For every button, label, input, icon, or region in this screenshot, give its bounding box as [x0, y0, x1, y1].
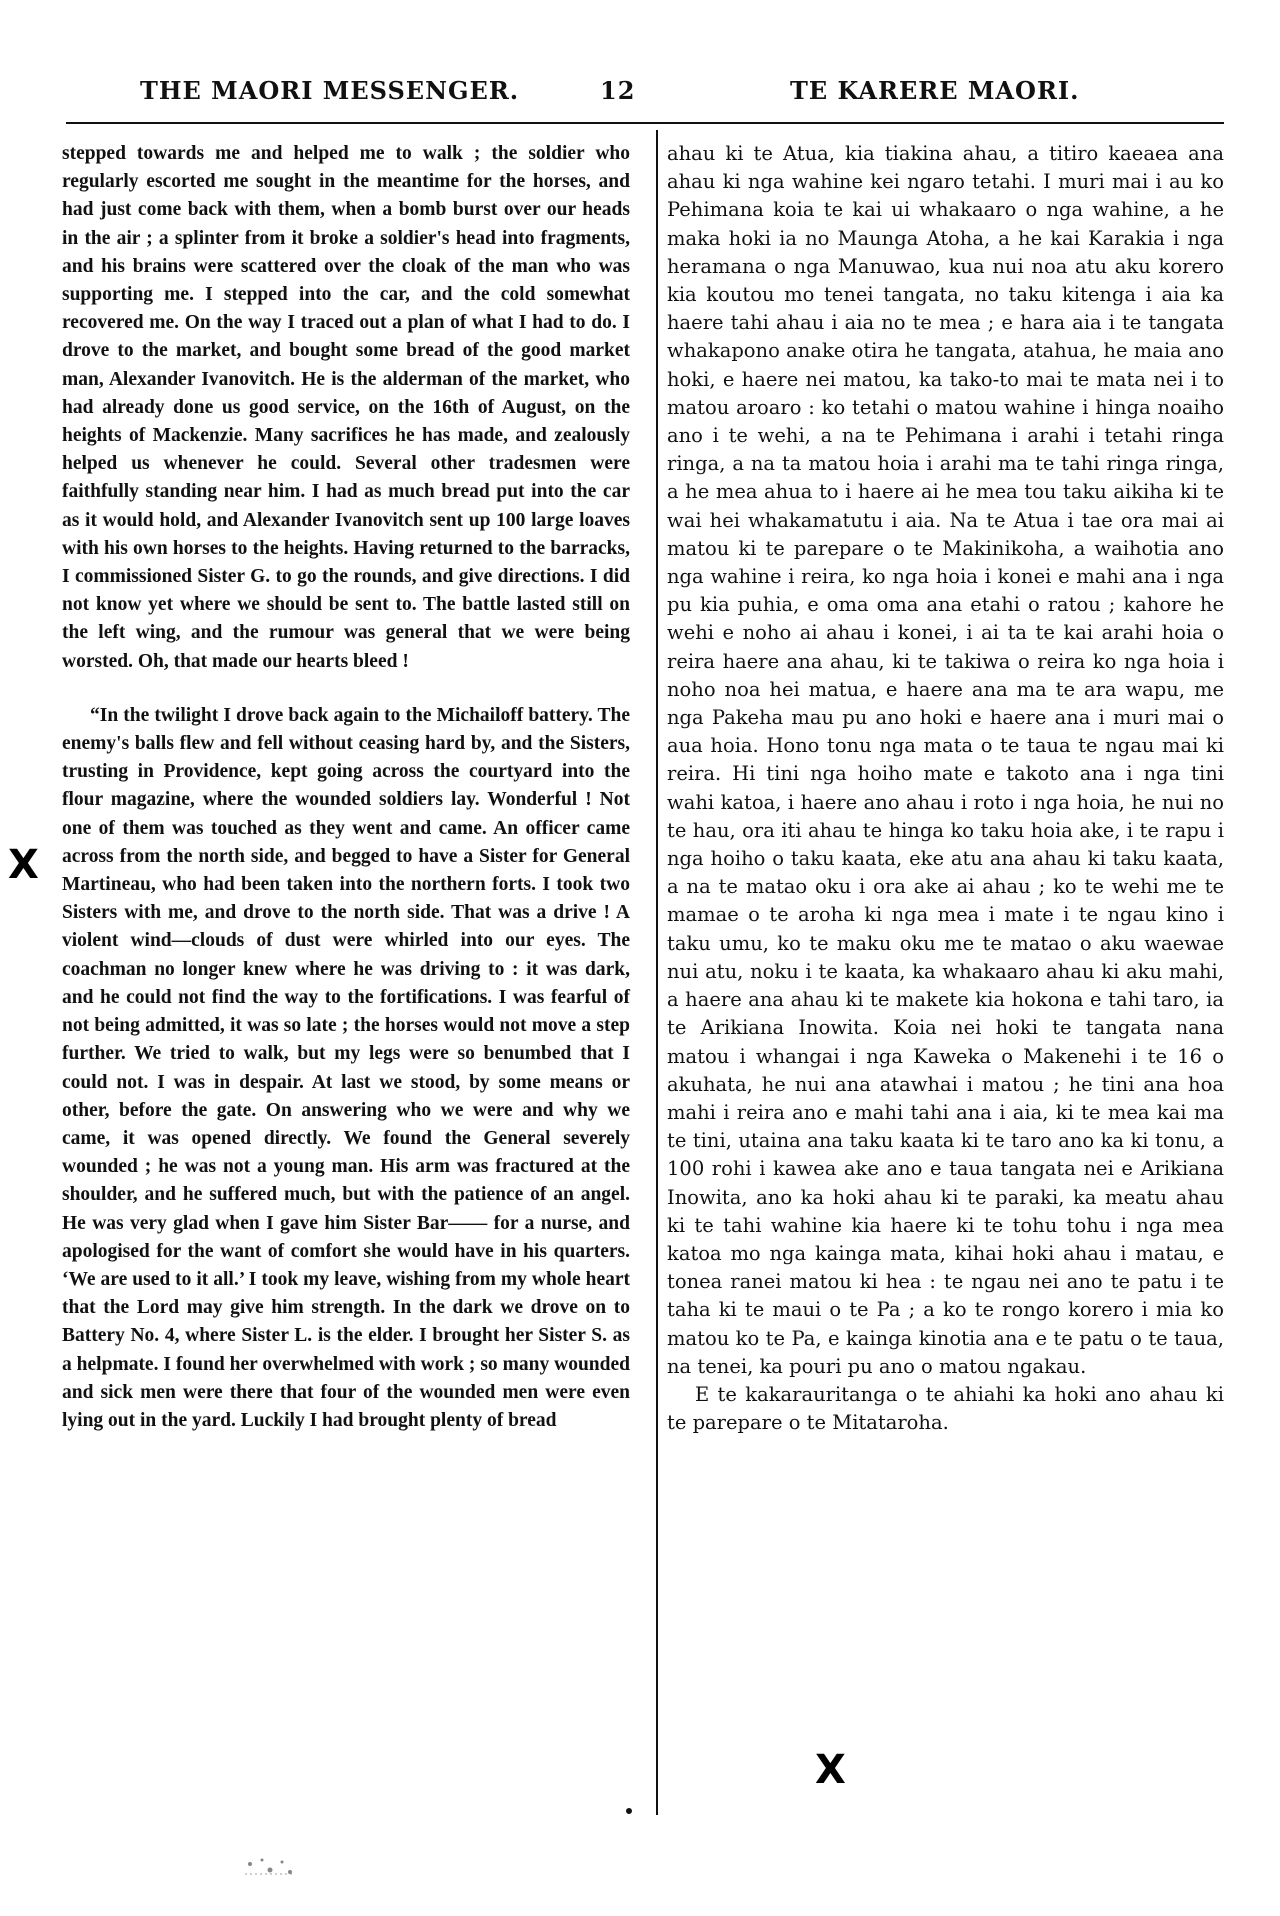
page-number: 12	[600, 76, 636, 105]
header-rule	[66, 122, 1224, 124]
ink-smudge-icon	[240, 1852, 300, 1882]
handwritten-x-mark-right: X	[815, 1747, 846, 1793]
running-head-maori: TE KARERE MAORI.	[790, 76, 1080, 105]
english-paragraph-2: “In the twilight I drove back again to the Michailoff battery. The enemy's balls flew and fell without ceasing hard by, and the Sisters, trusting in Providence, kept going across the courtyard into the flour magazine, where the wounded soldiers lay. Wonderful ! Not one of them was touched as they went and came. An officer came across from the north side, and begged to have a Sister for General Martineau, who had been taken into the northern forts. I took two Sisters with me, and drove to the north side. That was a drive ! A violent wind—clouds of dust were whirled into our eyes. The coachman no longer knew where he was driving to : it was dark, and he could not find the way to the fortifications. I was fearful of not being admitted, it was so late ; the horses would not move a step further. We tried to walk, but my legs were so benumbed that I could not. I was in despair. At last we stood, by some means or other, before the gate. On answering who we were and why we came, it was opened directly. We found the General severely wounded ; he was not a young man. His arm was fractured at the shoulder, and he suffered much, but with the patience of an angel. He was very glad when I gave him Sister Bar—— for a nurse, and apologised for the want of comfort she would have in his quarters. ‘We are used to it all.’ I took my leave, wishing from my whole heart that the Lord may give him strength. In the dark we drove on to Battery No. 4, where Sister L. is the elder. I brought her Sister S. as a helpmate. I found her overwhelmed with work ; so many wounded and sick men were there that four of the wounded men were even lying out in the yard. Luckily I had brought plenty of bread	[62, 704, 630, 1431]
handwritten-x-mark-left: X	[8, 842, 39, 888]
maori-column	[667, 140, 1224, 1437]
english-paragraph-1: stepped towards me and helped me to walk ; the soldier who regularly escorted me sought in the meantime for the horses, and had just come back with them, when a bomb burst over our heads in the air ; a splinter from it broke a soldier's head into fragments, and his brains were scattered over the cloak of the man who was supporting me. I stepped into the car, and the cold somewhat recovered me. On the way I traced out a plan of what I had to do. I drove to the market, and bought some bread of the good market man, Alexander Ivanovitch. He is the alderman of the market, who had already done us good service, on the 16th of August, on the heights of Mackenzie. Many sacrifices he has made, and zealously helped us whenever he could. Several other tradesmen were faithfully standing near him. I had as much bread put into the car as it would hold, and Alexander Ivanovitch sent up 100 large loaves with his own horses to the heights. Having returned to the barracks, I commissioned Sister G. to go the rounds, and give directions. I did not know yet where we should be sent to. The battle lasted still on the left wing, and the rumour was general that we were being worsted. Oh, that made our hearts bleed !	[62, 143, 630, 672]
maori-paragraph-2: E te kakarauritanga o te ahiahi ka hoki ano ahau ki te parepare o te Mitataroha.	[667, 1382, 1224, 1435]
running-head-english: THE MAORI MESSENGER.	[140, 76, 520, 105]
ink-dot	[626, 1808, 632, 1814]
maori-paragraph-1: ahau ki te Atua, kia tiakina ahau, a titiro kaeaea ana ahau ki nga wahine kei ngaro tetahi. I muri mai i au ko Pehimana koia te kai ui whakaaro o nga wahine, a he maka hoki ia no Maunga Atoha, a he kai Karakia i nga heramana o nga Manuwao, kua nui noa atu aku korero kia koutou mo tenei tangata, no taku kitenga i aia ka haere tahi ahau i aia no te mea ; e hara aia i te tangata whakapono anake otira he tangata, atahua, he maia ano hoki, e haere nei matou, ka tako-to mai te mata nei i to matou aroaro : ko tetahi o matou wahine i hinga noaiho ano i te wehi, a na te Pehimana i arahi i tetahi ringa ringa, a na ta matou hoia i arahi ma te tahi ringa ringa, a he mea ahua to i haere ai he mea tou taku aikiha ki te wai hei whakamatutu i aia. Na te Atua i tae ora mai ai matou ki te parepare o te Makinikoha, a waihotia ano nga wahine i reira, ko nga hoia i konei e mahi ana i nga pu kia puhia, e oma oma ana etahi o ratou ; kahore he wehi e noho ai ahau i konei, i ai ta te kai arahi hoia o reira haere ana ahau, ki te takiwa o reira ko nga hoia i noho noa hei matua, e haere ana ma te ara wapu, me nga Pakeha mau pu ano hoki e haere ana i muri mai o aua hoia. Hono tonu nga mata o te taua te ngau mai ki reira. Hi tini nga hoiho mate e takoto ana i nga tini wahi katoa, i haere ano ahau i roto i nga hoia, he nui no te hau, ora iti ahau te hinga ko taku hoia ake, i te rapu i nga hoiho o taku kaata, eke atu ana ahau ki taku kaata, a na te matao oku i ora ake ai ahau ; ko te wehi me te mamae o te aroha ki nga mea i mate i te ngau kino i taku umu, ko te maku oku me te matao o aku waewae nui atu, noku i te kaata, ka whakaaro ahau ki aku mahi, a haere ana ahau ki te makete kia hokona e tahi taro, ia te Arikiana Inowita. Koia nei hoki te tangata nana matou i whangai i nga Kaweka o Makenehi i te 16 o akuhata, he nui ana atawhai i matou ; he tini ana hoa mahi i reira ano e mahi tahi ana i aia, ki te mea kai ma te tini, utaina ana taku kaata ki te taro ano ka ki tonu, a 100 rohi i kawea ake ano e taua tangata nei e Arikiana Inowita, ano ka hoki ahau ki te paraki, ka meatu ahau ki te tahi wahine kia haere ki te tohu tohu i nga mea katoa mo nga kainga mata, kihai hoki ahau i matau, e tonea ranei matou ki hea : te ngau nei ano te patu i te taha ki te maui o te Pa ; a ko te rongo korero i mia ko matou ko te Pa, e kainga kinotia ana e te patu o te taua, na tenei, ka pouri pu ano o matou ngakau.	[667, 142, 1224, 1378]
english-column	[62, 140, 630, 1435]
column-divider	[656, 130, 658, 1815]
